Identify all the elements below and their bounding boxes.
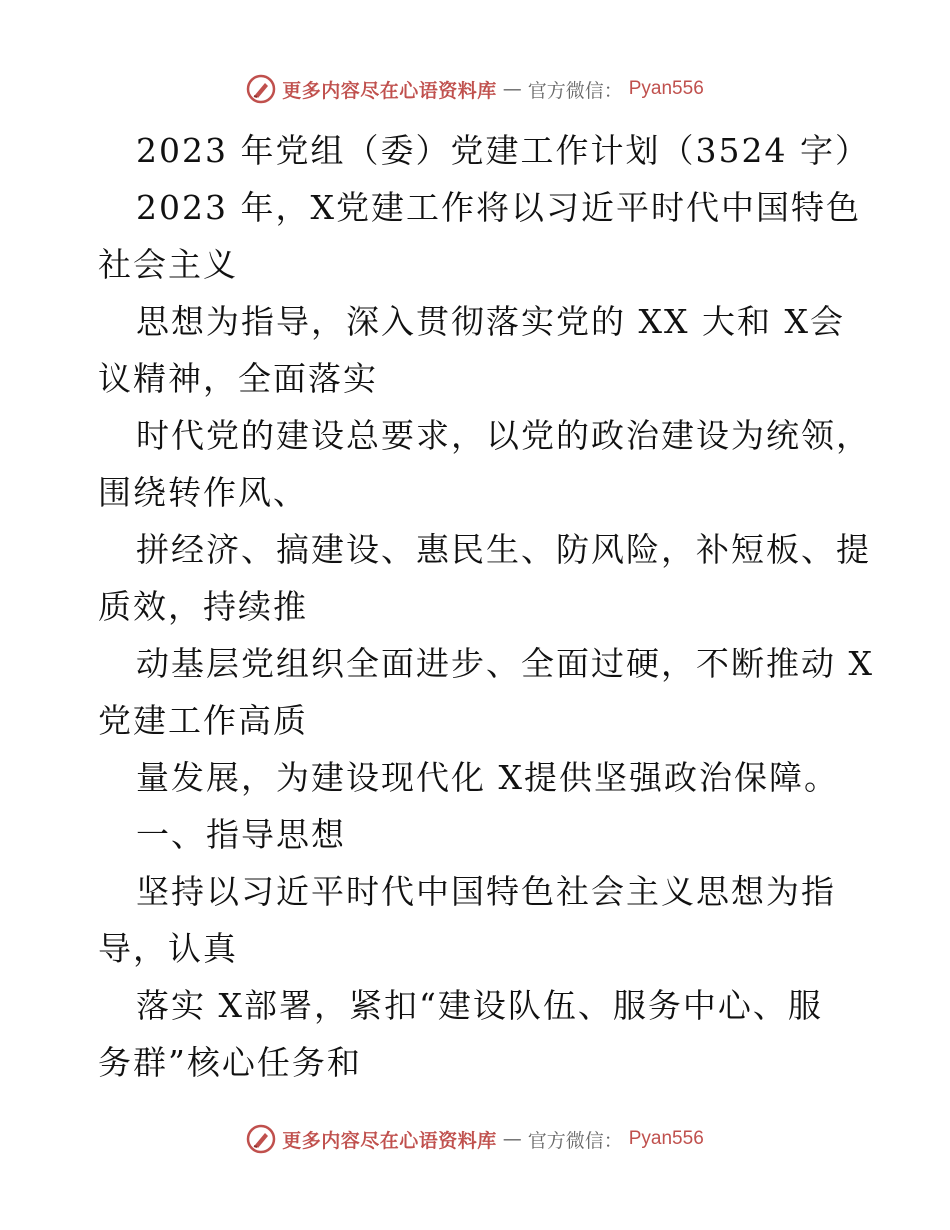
footer-watermark xyxy=(0,1124,950,1154)
document-line: 议精神，全面落实 xyxy=(98,359,378,398)
watermark-separator: — xyxy=(502,1128,522,1150)
document-line: 务群”核心任务和 xyxy=(98,1043,362,1082)
document-line: 围绕转作风、 xyxy=(98,473,308,512)
document-line: 一、指导思想 xyxy=(136,815,346,854)
document-line: 时代党的建设总要求，以党的政治建设为统领， xyxy=(136,416,871,455)
document-line: 量发展，为建设现代化 X提供坚强政治保障。 xyxy=(136,758,839,797)
document-line: 质效，持续推 xyxy=(98,587,308,626)
watermark-wechat-label: 官方微信： xyxy=(527,79,623,102)
document-line: 导，认真 xyxy=(98,929,238,968)
document-line: 社会主义 xyxy=(98,245,238,284)
watermark-wechat-id: Pyan556 xyxy=(628,1128,704,1149)
document-line: 坚持以习近平时代中国特色社会主义思想为指 xyxy=(136,872,836,911)
document-line: 2023 年党组（委）党建工作计划（3524 字） xyxy=(136,131,870,170)
pen-logo-icon xyxy=(246,1124,276,1154)
document-line: 2023 年，X党建工作将以习近平时代中国特色 xyxy=(136,188,861,227)
watermark-text: 更多内容尽在心语资料库 xyxy=(282,1129,497,1152)
pen-logo-icon xyxy=(246,74,276,104)
watermark-wechat-label: 官方微信： xyxy=(527,1129,623,1152)
header-watermark xyxy=(0,74,950,104)
document-line: 动基层党组织全面进步、全面过硬，不断推动 X xyxy=(136,644,874,683)
document-line: 思想为指导，深入贯彻落实党的 XX 大和 X会 xyxy=(136,302,845,341)
document-line: 拼经济、搞建设、惠民生、防风险，补短板、提 xyxy=(136,530,871,569)
watermark-text: 更多内容尽在心语资料库 xyxy=(282,79,497,102)
document-body xyxy=(98,122,874,1091)
watermark-separator: — xyxy=(502,78,522,100)
document-line: 落实 X部署，紧扣“建设队伍、服务中心、服 xyxy=(136,986,823,1025)
document-line: 党建工作高质 xyxy=(98,701,308,740)
watermark-wechat-id: Pyan556 xyxy=(628,78,704,99)
